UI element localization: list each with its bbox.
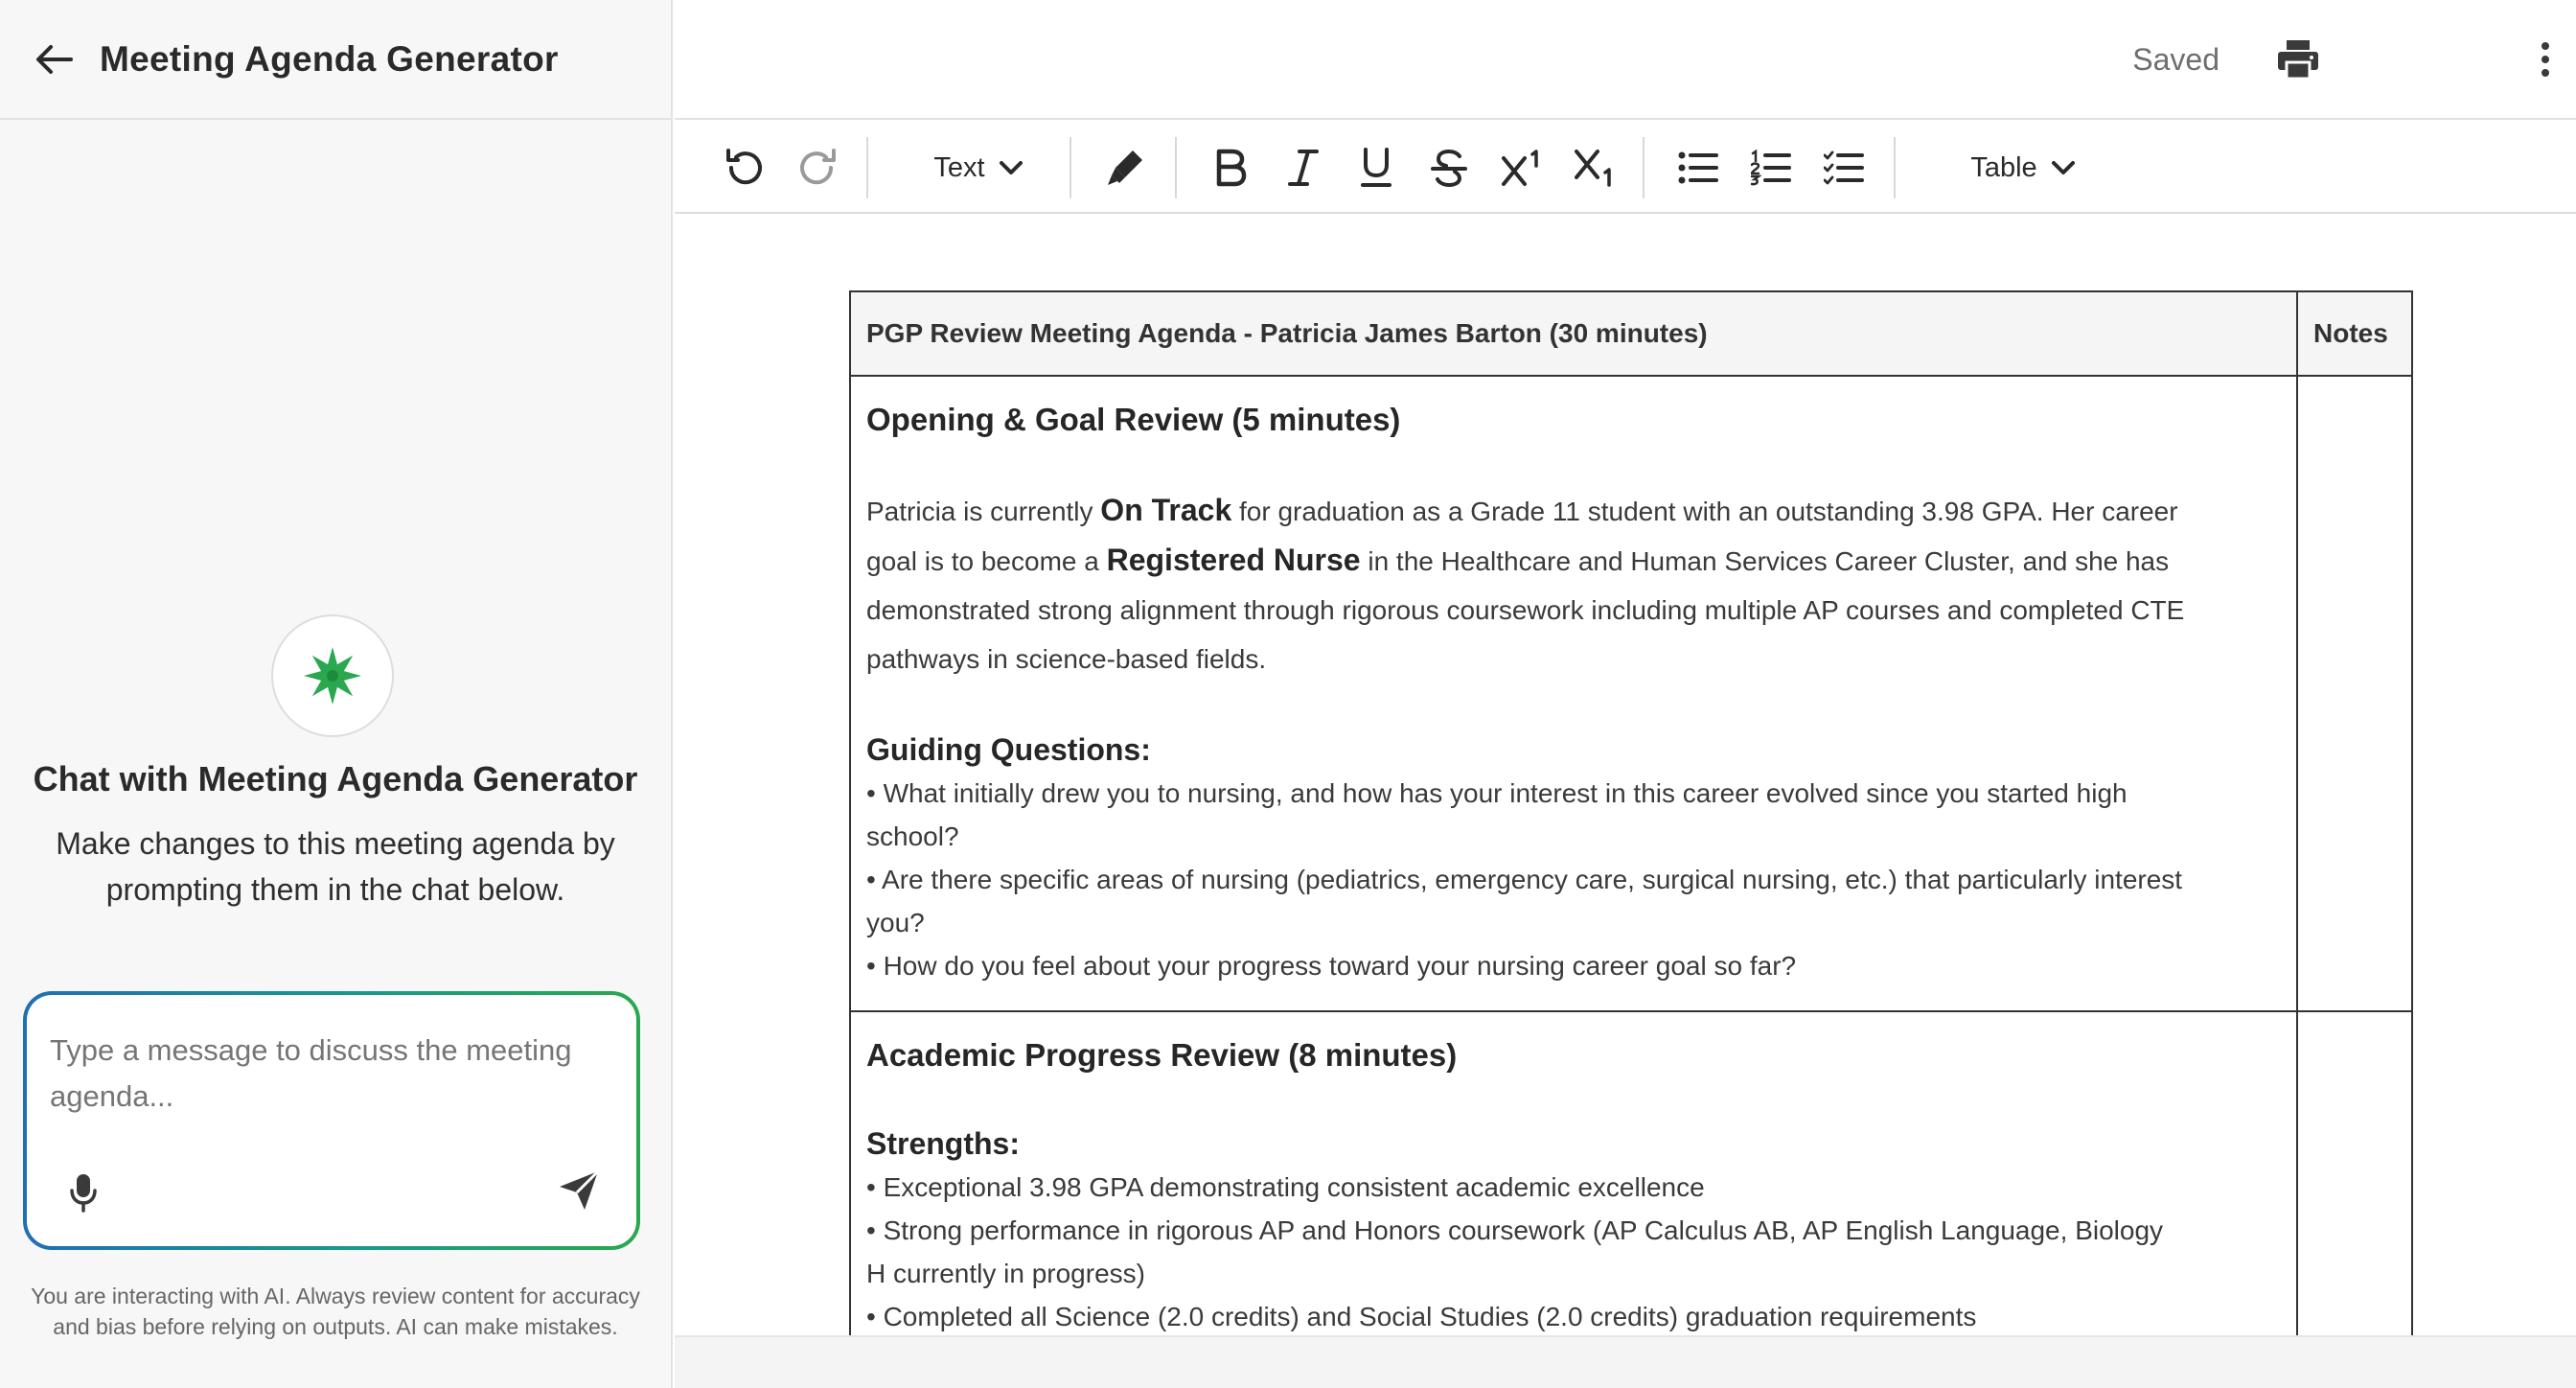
toolbar-separator [1894,137,1896,198]
strikethrough-icon [1430,149,1468,187]
undo-button[interactable] [719,139,769,197]
table-header-row [850,291,2412,376]
toolbar-separator [1643,137,1644,198]
career-emphasis: Registered Nurse [1106,543,1361,577]
bullet-list-button[interactable] [1673,139,1723,197]
send-icon [556,1168,602,1214]
notes-cell[interactable] [2297,376,2412,1011]
formatting-toolbar [675,122,2576,214]
spacer [866,683,2281,728]
highlight-button[interactable] [1100,139,1150,197]
checklist-button[interactable] [1819,139,1869,197]
agenda-header[interactable]: PGP Review Meeting Agenda - Patricia James Barton (30 minutes) [850,291,2297,376]
agenda-section-opening[interactable] [850,376,2297,1011]
ai-disclaimer: You are interacting with AI. Always review content for accuracy and bias before relying on outputs. AI can make mistakes. [31,1284,640,1339]
list-item: • How do you feel about your progress toward your nursing career goal so far? [866,951,1797,981]
table-menu-label: Table [1970,151,2037,183]
subsection-title: Strengths: [866,1126,1020,1161]
send-button[interactable] [552,1164,606,1217]
bold-icon [1213,149,1248,187]
green-star-icon [302,645,363,706]
assistant-logo [271,614,394,737]
subsection-title: Guiding Questions: [866,732,1151,767]
highlighter-icon [1104,147,1146,189]
table-row [850,1011,2412,1335]
notes-cell[interactable] [2297,1011,2412,1335]
superscript-icon [1501,149,1543,187]
section-paragraph [866,486,2189,683]
notes-header[interactable]: Notes [2297,291,2412,376]
table-dropdown[interactable] [1932,139,2114,197]
superscript-button[interactable] [1497,139,1547,197]
italic-icon [1288,149,1319,187]
editor-topbar [675,0,2576,120]
redo-icon [797,147,840,189]
table-row [850,376,2412,1011]
list-item: • Exceptional 3.98 GPA demonstrating consistent academic excellence [866,1172,1705,1202]
bold-button[interactable] [1206,139,1255,197]
editor-footer [675,1335,2576,1388]
text-style-label: Text [933,151,985,183]
list-item: • Strong performance in rigorous AP and Honors coursework (AP Calculus AB, AP English Language, Biology H currently in progress) [866,1215,2164,1288]
undo-icon [723,147,765,189]
section-title: Opening & Goal Review (5 minutes) [866,402,1401,437]
chevron-down-icon [2051,160,2076,175]
underline-button[interactable] [1351,139,1401,197]
microphone-button[interactable] [61,1168,105,1217]
checklist-icon [1824,150,1864,185]
chat-heading: Chat with Meeting Agenda Generator [33,759,638,798]
microphone-icon [68,1172,99,1213]
app-title: Meeting Agenda Generator [100,39,559,79]
more-vertical-icon [2540,41,2551,78]
paragraph-text: Patricia is currently [866,497,1101,526]
back-button[interactable] [29,36,79,82]
save-status: Saved [2132,42,2220,77]
text-style-dropdown[interactable] [897,139,1060,197]
numbered-list-icon [1751,150,1791,186]
paragraph-text: for graduation as a Grade 11 student with an outstanding 3.98 GPA. Her career goal is to become a [866,497,2178,576]
status-emphasis: On Track [1100,493,1232,527]
toolbar-separator [866,137,868,198]
message-composer-inner [27,995,636,1246]
message-input[interactable] [50,1028,615,1133]
printer-icon [2277,39,2319,80]
section-title: Academic Progress Review (8 minutes) [866,1037,1458,1073]
strengths-list [866,1166,2189,1335]
subscript-button[interactable] [1570,139,1620,197]
chat-panel [0,0,673,1388]
chevron-down-icon [999,160,1024,175]
agenda-table [849,290,2413,1335]
chat-subtext: Make changes to this meeting agenda by prompting them in the chat below. [56,826,615,907]
arrow-left-icon [34,44,73,75]
document-canvas[interactable] [675,216,2576,1335]
print-button[interactable] [2271,33,2325,86]
toolbar-separator [1070,137,1071,198]
list-item: • Are there specific areas of nursing (pediatrics, emergency care, surgical nursing, etc.) that particularly interest you? [866,865,2183,937]
italic-button[interactable] [1278,139,1328,197]
more-options-button[interactable] [2524,35,2566,84]
message-composer [23,991,640,1250]
strikethrough-button[interactable] [1424,139,1474,197]
underline-icon [1359,148,1393,188]
list-item: • What initially drew you to nursing, and how has your interest in this career evolved since you started high school? [866,778,2128,851]
question-list [866,772,2189,987]
agenda-section-academic[interactable] [850,1011,2297,1335]
numbered-list-button[interactable] [1746,139,1796,197]
bullet-list-icon [1678,150,1718,185]
chat-panel-header [0,0,671,120]
subscript-icon [1574,149,1616,187]
redo-button[interactable] [794,139,843,197]
toolbar-separator [1175,137,1177,198]
list-item: • Completed all Science (2.0 credits) and Social Studies (2.0 credits) graduation requirements [866,1302,1977,1331]
paragraph-text: in the Healthcare and Human Services Career Cluster, and she has demonstrated strong alignment through rigorous coursework including multiple AP courses and completed CTE pathways in science-based fields. [866,546,2185,674]
